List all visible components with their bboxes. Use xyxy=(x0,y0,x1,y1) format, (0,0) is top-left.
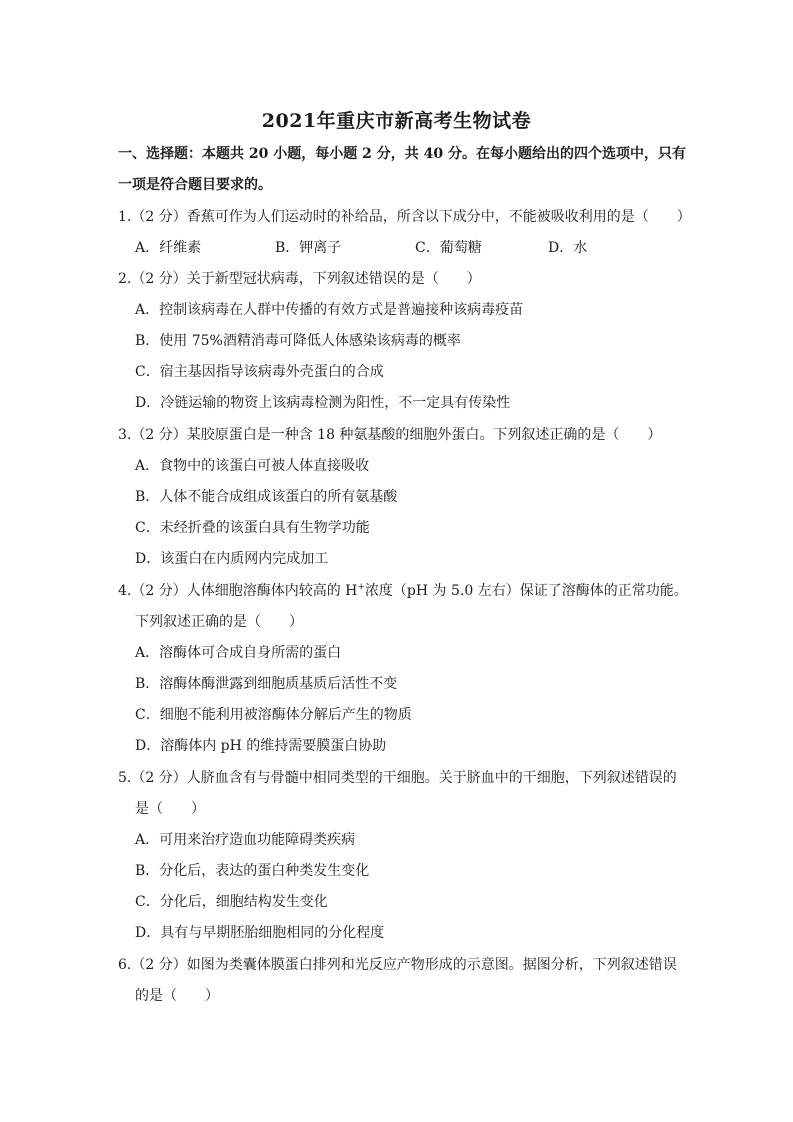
question-1-option-c: C．葡萄糖 xyxy=(415,240,482,256)
question-2-option-d: D．冷链运输的物资上该病毒检测为阳性，不一定具有传染性 xyxy=(135,395,511,411)
question-1-option-b: B．钾离子 xyxy=(275,240,342,256)
question-4-stem-superscript: + xyxy=(357,582,365,593)
question-5-stem: 5.（2 分）人脐血含有与骨髓中相同类型的干细胞。关于脐血中的干细胞，下列叙述错误的 xyxy=(118,770,677,786)
section-heading-cont: 一项是符合题目要求的。 xyxy=(118,177,272,193)
question-1-option-d: D．水 xyxy=(548,240,588,256)
question-5-option-a: A．可用来治疗造血功能障碍类疾病 xyxy=(135,832,356,848)
question-2-option-b: B．使用 75%酒精消毒可降低人体感染该病毒的概率 xyxy=(135,333,461,349)
question-5-option-c: C．分化后，细胞结构发生变化 xyxy=(135,894,328,910)
question-4-stem xyxy=(118,582,688,600)
question-3-option-d: D．该蛋白在内质网内完成加工 xyxy=(135,551,329,567)
question-1-option-a: A．纤维素 xyxy=(135,240,202,256)
question-4-option-d: D．溶酶体内 pH 的维持需要膜蛋白协助 xyxy=(135,738,387,754)
question-4-stem-part2: 浓度（pH 为 5.0 左右）保证了溶酶体的正常功能。 xyxy=(364,583,688,599)
question-2-stem: 2.（2 分）关于新型冠状病毒，下列叙述错误的是（ ） xyxy=(118,271,481,287)
question-2-option-a: A．控制该病毒在人群中传播的有效方式是普遍接种该病毒疫苗 xyxy=(135,302,524,318)
question-1-stem: 1.（2 分）香蕉可作为人们运动时的补给品，所含以下成分中，不能被吸收利用的是（ ） xyxy=(118,209,691,225)
question-5-option-b: B．分化后，表达的蛋白种类发生变化 xyxy=(135,863,370,879)
question-3-stem: 3.（2 分）某胶原蛋白是一种含 18 种氨基酸的细胞外蛋白。下列叙述正确的是（ ） xyxy=(118,427,662,443)
question-3-option-c: C．未经折叠的该蛋白具有生物学功能 xyxy=(135,520,370,536)
exam-title: 2021年重庆市新高考生物试卷 xyxy=(261,110,532,132)
section-heading: 一、选择题：本题共 20 小题，每小题 2 分，共 40 分。在每小题给出的四个选项中，只有 xyxy=(118,146,686,162)
question-4-option-c: C．细胞不能利用被溶酶体分解后产生的物质 xyxy=(135,707,412,723)
question-4-stem-part1: 4.（2 分）人体细胞溶酶体内较高的 H xyxy=(118,583,358,599)
question-1-options xyxy=(135,239,587,257)
question-4-option-b: B．溶酶体酶泄露到细胞质基质后活性不变 xyxy=(135,676,398,692)
question-2-option-c: C．宿主基因指导该病毒外壳蛋白的合成 xyxy=(135,364,384,380)
question-4-option-a: A．溶酶体可合成自身所需的蛋白 xyxy=(135,645,342,661)
question-6-stem: 6.（2 分）如图为类囊体膜蛋白排列和光反应产物形成的示意图。据图分析，下列叙述错误 xyxy=(118,957,677,973)
question-3-option-b: B．人体不能合成组成该蛋白的所有氨基酸 xyxy=(135,489,398,505)
question-3-option-a: A．食物中的该蛋白可被人体直接吸收 xyxy=(135,458,370,474)
question-5-option-d: D．具有与早期胚胎细胞相同的分化程度 xyxy=(135,925,385,941)
question-4-stem-cont: 下列叙述正确的是（ ） xyxy=(135,614,303,630)
question-5-stem-cont: 是（ ） xyxy=(135,801,205,817)
question-6-stem-cont: 的是（ ） xyxy=(135,988,219,1004)
